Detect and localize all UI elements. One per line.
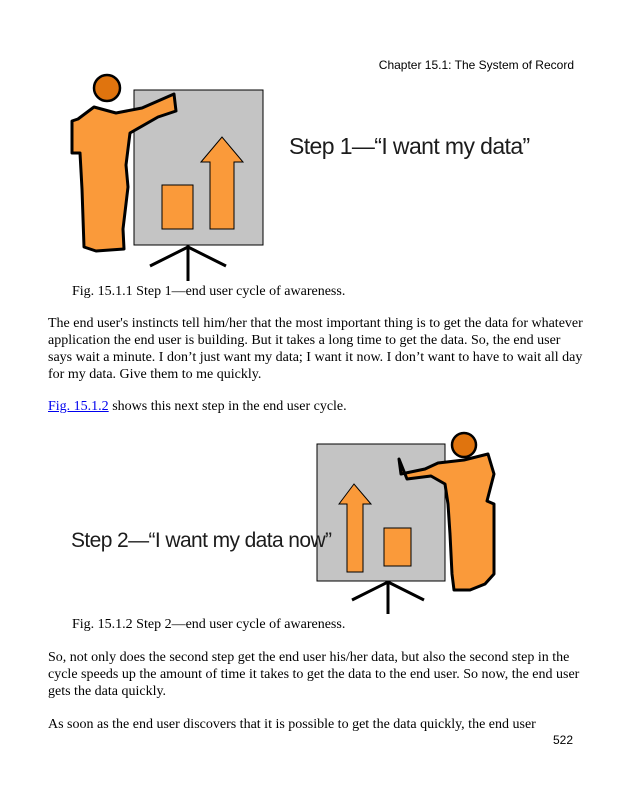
easel-legs-icon [150,245,226,281]
page-number: 522 [552,733,573,747]
figure-15-1-2-link[interactable]: Fig. 15.1.2 [48,399,109,414]
link-paragraph-text: shows this next step in the end user cycle. [108,399,347,414]
body-paragraph-with-link [48,398,588,415]
body-paragraph: The end user's instincts tell him/her that the most important thing is to get the data for whatever application the end user is building. But it takes a long time to get the data. So, the end user says wait a minute. I don’t just want my data; I want it now. I don’t want to have to wait all day for my data. Give them to me quickly. [48,316,583,382]
figure-1-title: Step 1—“I want my data” [289,133,530,159]
chapter-header: Chapter 15.1: The System of Record [378,58,574,72]
presenter-head-icon [94,75,120,101]
figure-step-2 [64,424,504,614]
presenter-head-icon [452,433,476,457]
figure-2-title: Step 2—“I want my data now” [71,529,332,552]
presentation-board [317,444,445,581]
easel-legs-icon [352,581,424,614]
body-paragraph: As soon as the end user discovers that it is possible to get the data quickly, the end user [48,717,536,732]
chart-bar-icon [162,185,193,229]
chart-bar-icon [384,528,411,566]
figure-1-caption: Fig. 15.1.1 Step 1—end user cycle of awareness. [72,284,346,299]
figure-2-caption: Fig. 15.1.2 Step 2—end user cycle of awareness. [72,617,346,632]
body-paragraph: So, not only does the second step get the end user his/her data, but also the second step in the cycle speeds up the amount of time it takes to get the data to the end user. So now, the end user gets the data quickly. [48,650,580,699]
figure-step-1 [64,69,534,283]
